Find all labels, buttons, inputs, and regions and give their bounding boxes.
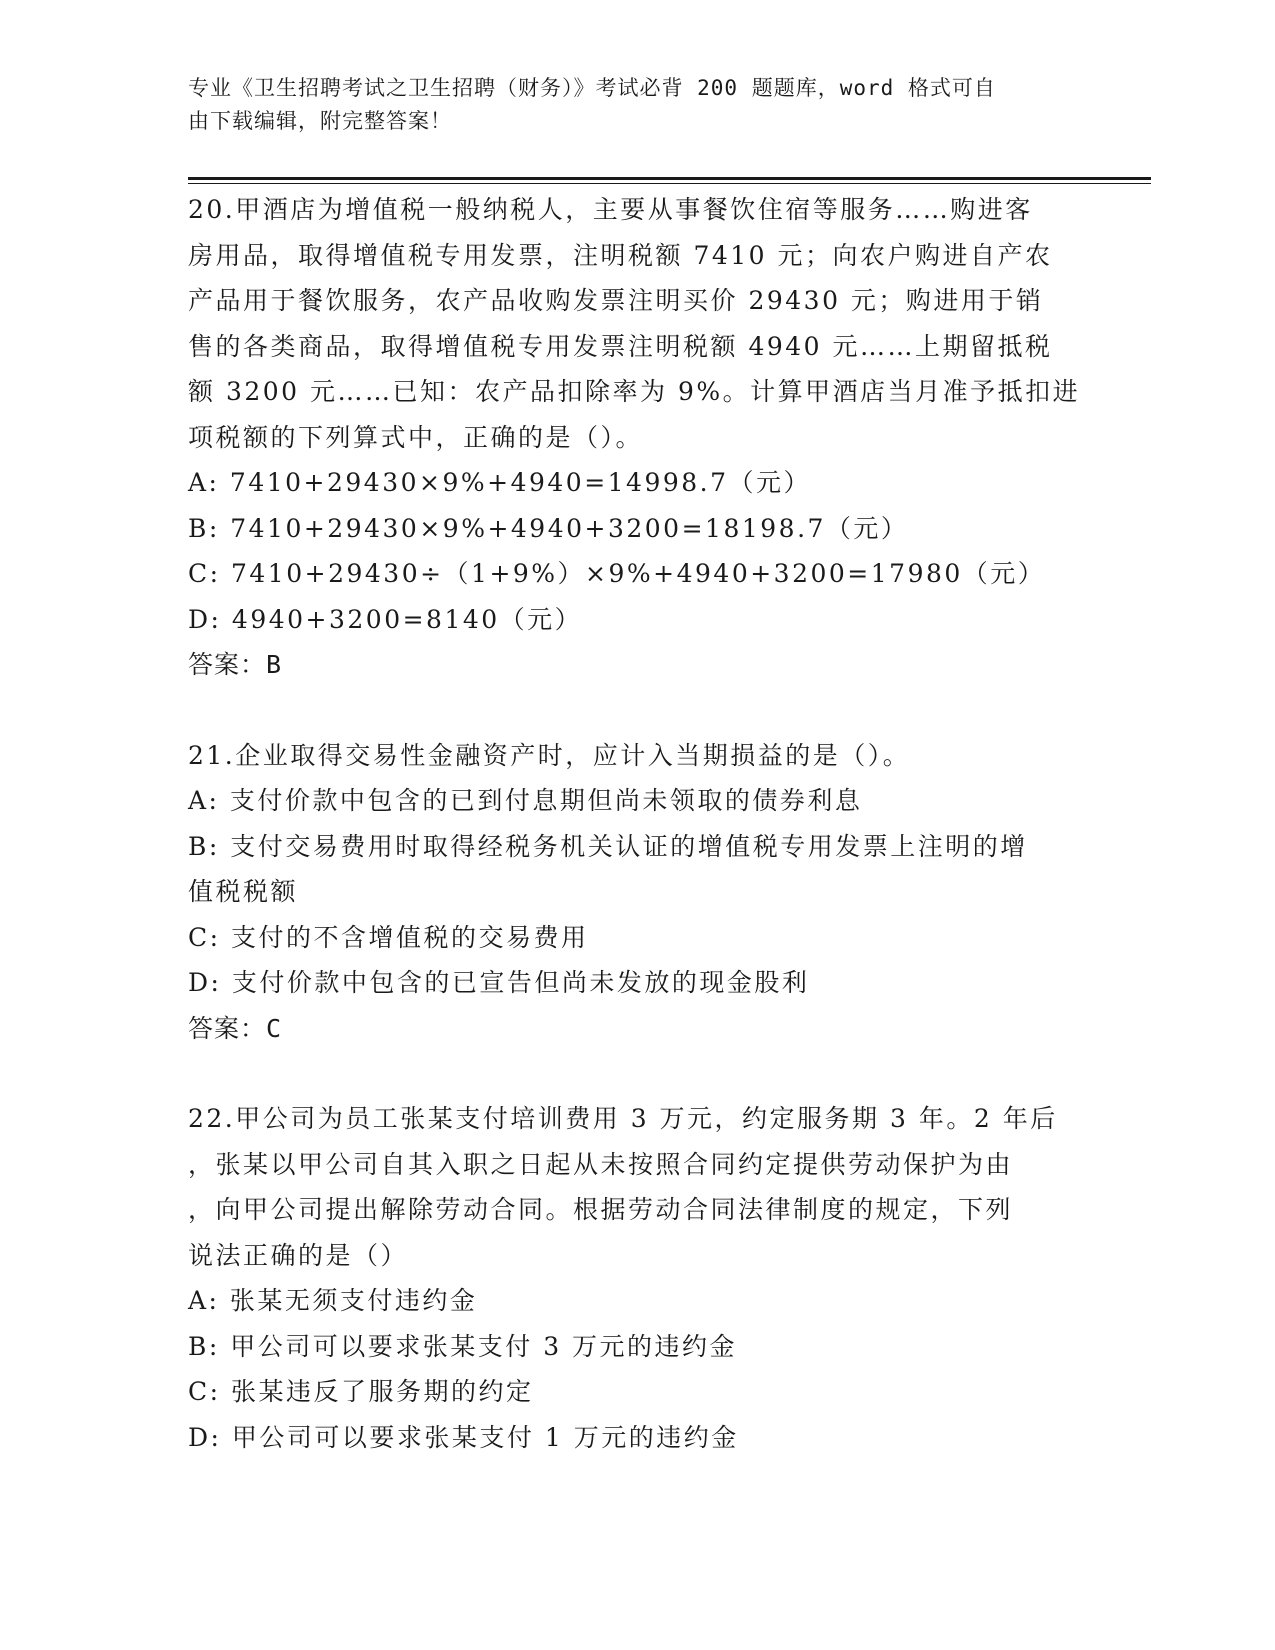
question-text-line: 房用品，取得增值税专用发票，注明税额 7410 元；向农户购进自产农: [188, 240, 1053, 270]
option-b-continued: 值税税额: [188, 877, 299, 906]
question-text-line: 说法正确的是（）: [188, 1240, 409, 1270]
question-text-line: 产品用于餐饮服务，农产品收购发票注明买价 29430 元；购进用于销: [188, 286, 1044, 315]
question-text-line: ，向甲公司提出解除劳动合同。根据劳动合同法律制度的规定，下列: [188, 1195, 1014, 1224]
answer-label: 答案：C: [188, 1013, 283, 1043]
question-text-line: 售的各类商品，取得增值税专用发票注明税额 4940 元……上期留抵税: [188, 331, 1053, 361]
option-b: B: 7410+29430×9%+4940+3200=18198.7（元）: [188, 513, 909, 543]
question-text-line: 额 3200 元……已知：农产品扣除率为 9%。计算甲酒店当月准予抵扣进: [188, 377, 1081, 406]
question-21: [188, 733, 1088, 1052]
header-line-1: 专业《卫生招聘考试之卫生招聘（财务）》考试必背 200 题题库，word 格式可自: [188, 76, 996, 100]
option-d: D: 支付价款中包含的已宣告但尚未发放的现金股利: [188, 968, 810, 997]
option-c: C: 支付的不含增值税的交易费用: [188, 922, 589, 952]
question-text-line: 21.企业取得交易性金融资产时，应计入当期损益的是（）。: [188, 740, 911, 770]
option-c: C: 张某违反了服务期的约定: [188, 1377, 534, 1406]
option-d: D: 4940+3200=8140（元）: [188, 604, 583, 634]
option-d: D: 甲公司可以要求张某支付 1 万元的违约金: [188, 1422, 739, 1452]
option-c: C: 7410+29430÷（1+9%）×9%+4940+3200=17980（元）: [188, 559, 1046, 588]
answer-label: 答案：B: [188, 650, 283, 679]
option-b: B: 甲公司可以要求张某支付 3 万元的违约金: [188, 1331, 738, 1361]
option-b: B: 支付交易费用时取得经税务机关认证的增值税专用发票上注明的增: [188, 831, 1028, 861]
option-a: A: 支付价款中包含的已到付息期但尚未领取的债券利息: [188, 786, 863, 815]
question-text-line: 20.甲酒店为增值税一般纳税人，主要从事餐饮住宿等服务……购进客: [188, 195, 1033, 224]
question-text-line: 22.甲公司为员工张某支付培训费用 3 万元，约定服务期 3 年。2 年后: [188, 1104, 1058, 1133]
question-20: [188, 187, 1088, 688]
header-divider-thin: [188, 183, 1151, 184]
option-a: A: 7410+29430×9%+4940=14998.7（元）: [188, 468, 812, 497]
header-divider-thick: [188, 177, 1151, 180]
option-a: A: 张某无须支付违约金: [188, 1286, 478, 1315]
question-text-line: ，张某以甲公司自其入职之日起从未按照合同约定提供劳动保护为由: [188, 1149, 1014, 1179]
question-list: [188, 187, 1088, 1460]
question-22: [188, 1096, 1088, 1460]
header-line-2: 由下载编辑，附完整答案！: [188, 109, 452, 133]
page-header: [188, 72, 1088, 138]
question-text-line: 项税额的下列算式中，正确的是（）。: [188, 422, 644, 452]
